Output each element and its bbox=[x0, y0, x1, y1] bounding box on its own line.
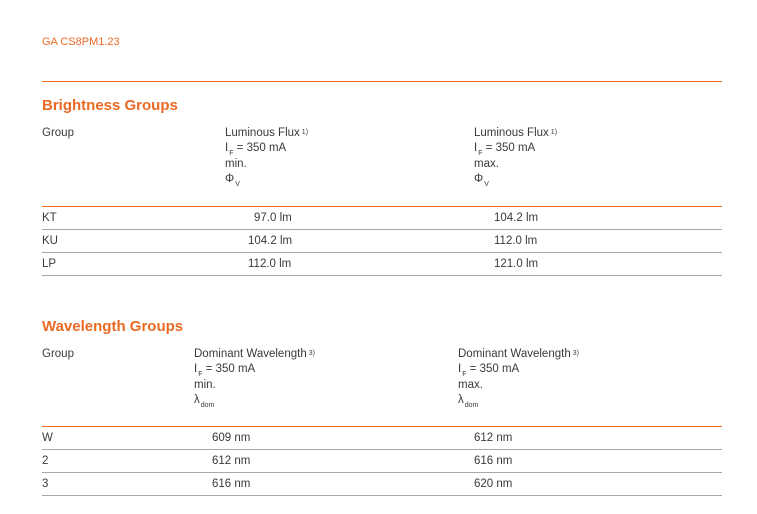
table-row bbox=[42, 450, 722, 473]
table-row bbox=[42, 473, 722, 496]
max-cell: 104.2 lm bbox=[494, 212, 539, 224]
header-divider bbox=[42, 81, 722, 82]
wavelength-groups-title: Wavelength Groups bbox=[42, 318, 184, 335]
min-cell: 616 nm bbox=[212, 478, 251, 490]
brightness-header-min: Luminous Flux $^{1)}$ $I_F = 350$ mA min. $\Phi_V$ bbox=[225, 127, 309, 188]
min-cell: 104.2 lm bbox=[248, 235, 293, 247]
min-cell: 97.0 lm bbox=[254, 212, 292, 224]
table-row bbox=[42, 427, 722, 450]
min-cell: 609 nm bbox=[212, 432, 251, 444]
min-cell: 112.0 lm bbox=[248, 258, 292, 270]
max-cell: 121.0 lm bbox=[494, 258, 539, 270]
group-cell: 3 bbox=[42, 478, 49, 490]
brightness-header-max: Luminous Flux $^{1)}$ $I_F = 350$ mA max. $\Phi_V$ bbox=[474, 127, 558, 188]
brightness-header-group: Group bbox=[42, 127, 74, 139]
wavelength-header-max: Dominant Wavelength $^{3)}$ $I_F = 350$ mA max. $\lambda_{dom}$ bbox=[458, 348, 579, 409]
brightness-table bbox=[42, 126, 722, 276]
group-cell: KU bbox=[42, 235, 58, 247]
min-cell: 612 nm bbox=[212, 455, 251, 467]
group-cell: LP bbox=[42, 258, 57, 270]
brightness-table-header bbox=[42, 126, 722, 206]
wavelength-header-min: Dominant Wavelength $^{3)}$ $I_F = 350$ mA min. $\lambda_{dom}$ bbox=[194, 348, 315, 409]
table-row bbox=[42, 207, 722, 230]
max-cell: 612 nm bbox=[474, 432, 513, 444]
group-cell: 2 bbox=[42, 455, 49, 467]
max-cell: 616 nm bbox=[474, 455, 513, 467]
wavelength-table-header bbox=[42, 347, 722, 426]
table-row bbox=[42, 253, 722, 276]
table-row bbox=[42, 230, 722, 253]
document-id: GA CS8PM1.23 bbox=[42, 36, 120, 48]
group-cell: KT bbox=[42, 212, 57, 224]
wavelength-table bbox=[42, 347, 722, 496]
group-cell: W bbox=[42, 432, 53, 444]
brightness-groups-title: Brightness Groups bbox=[42, 97, 178, 114]
max-cell: 620 nm bbox=[474, 478, 513, 490]
wavelength-header-group: Group bbox=[42, 348, 74, 360]
max-cell: 112.0 lm bbox=[494, 235, 538, 247]
